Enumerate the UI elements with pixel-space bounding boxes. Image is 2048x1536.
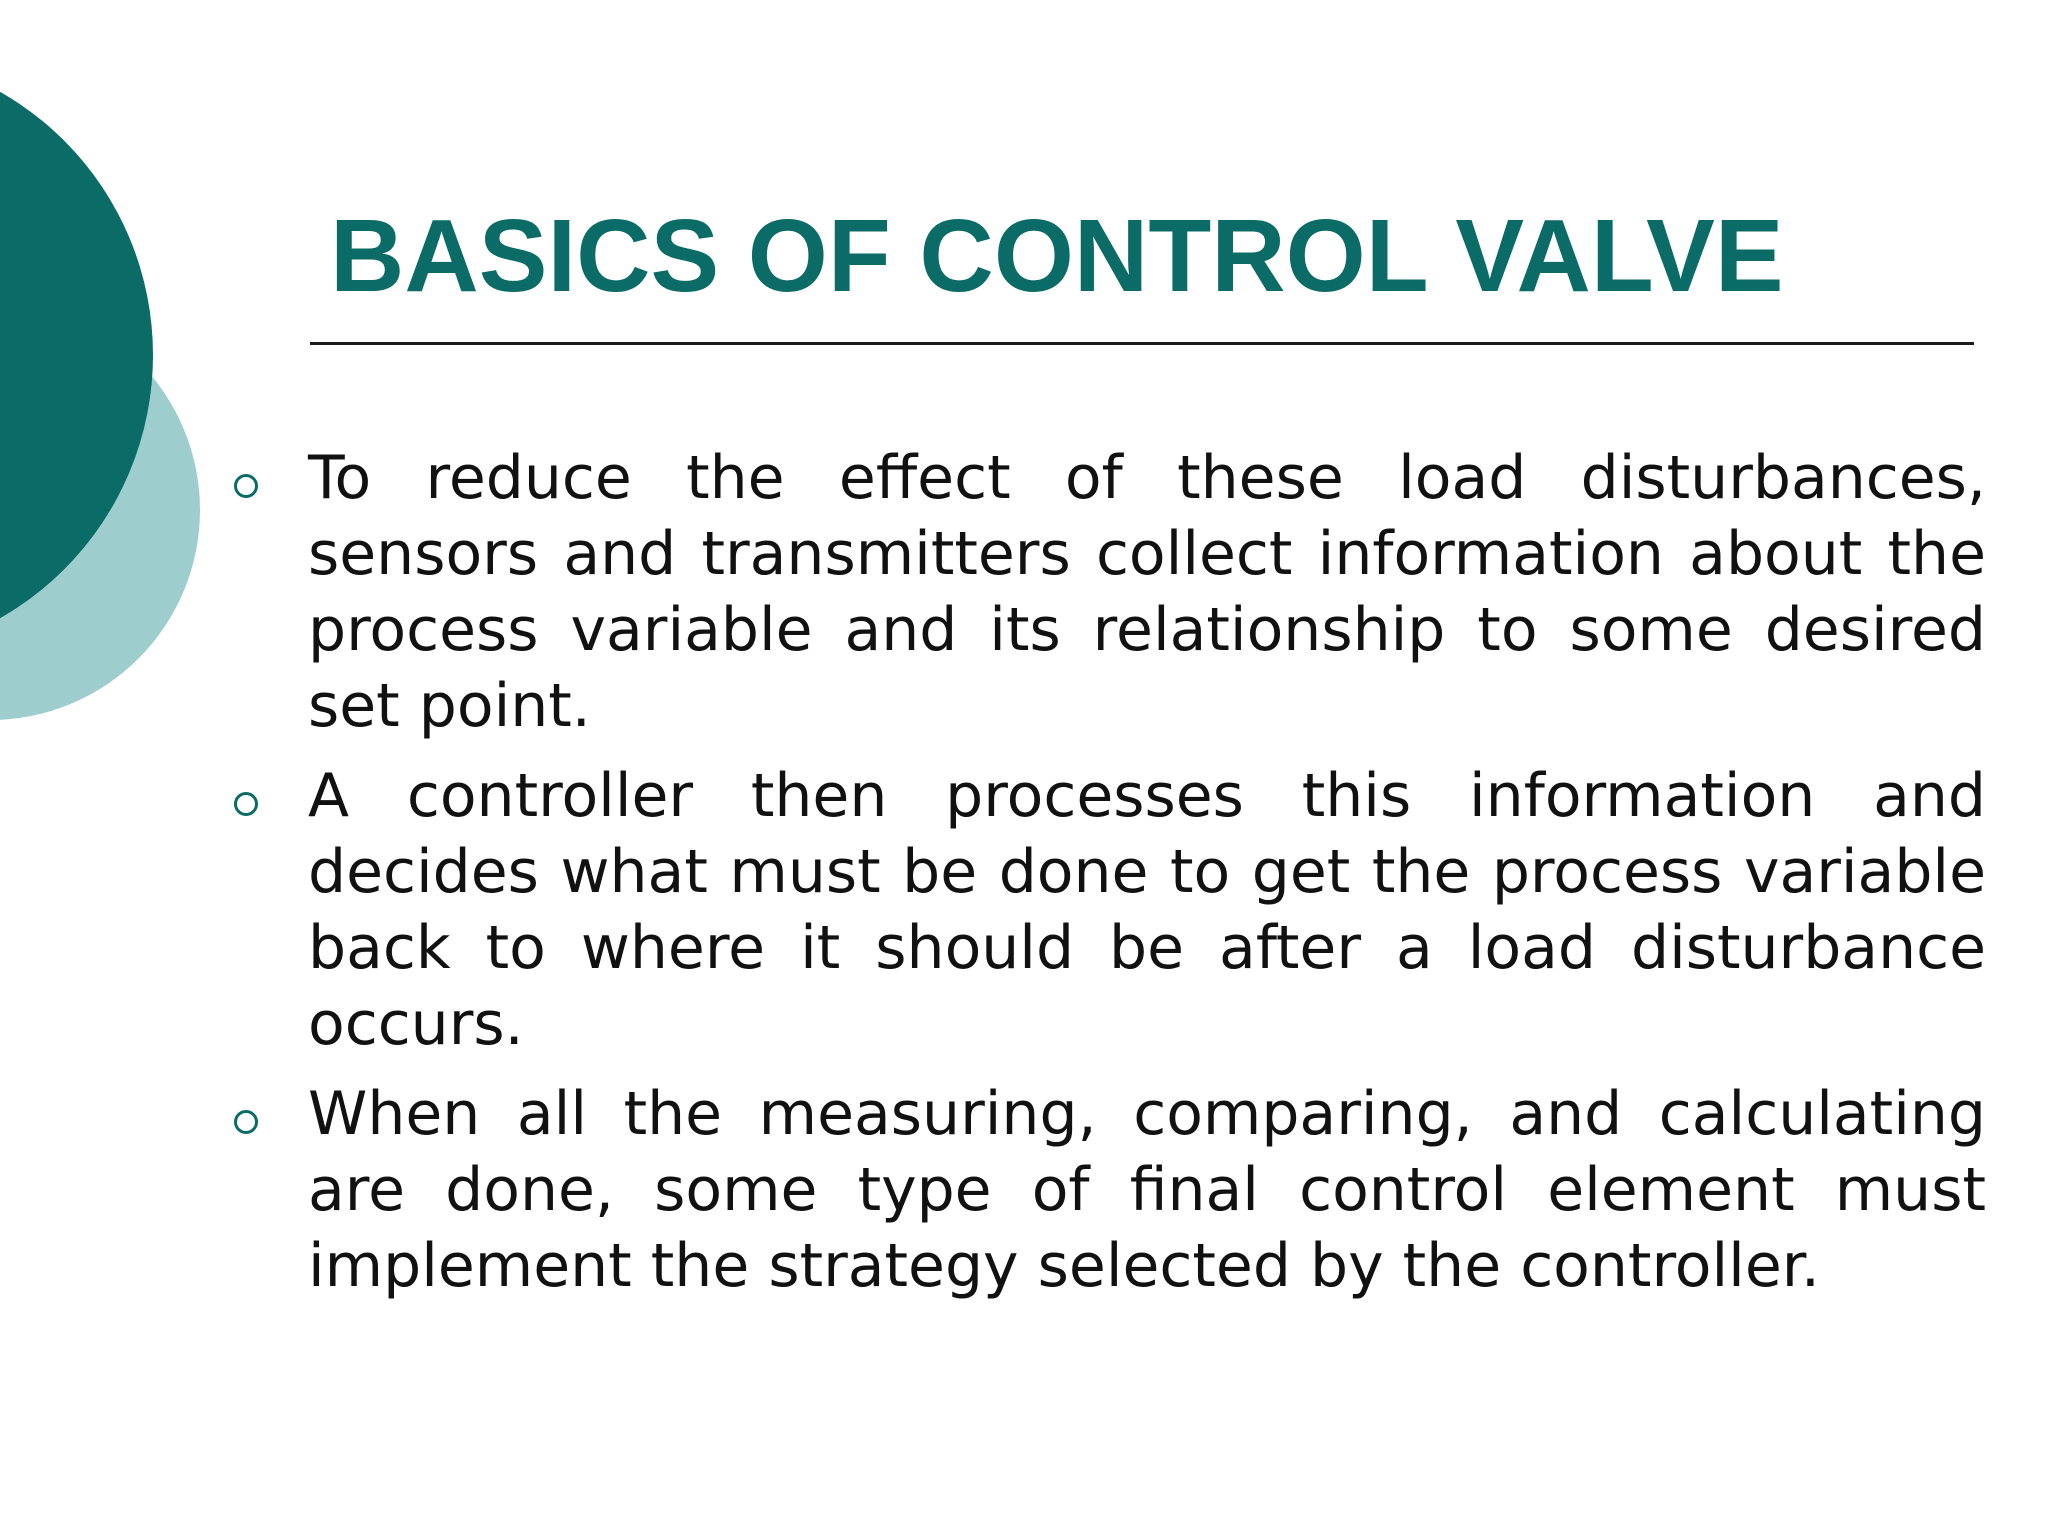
circles-decoration xyxy=(0,0,260,830)
bullet-text: A controller then processes this information and decides what must be done to get the process variable back to where it should be after a load disturbance occurs. xyxy=(308,761,1986,1059)
slide-title: BASICS OF CONTROL VALVE xyxy=(330,198,1784,313)
title-underline xyxy=(310,342,1974,345)
hollow-circle-bullet-icon xyxy=(234,1110,258,1134)
bullet-text: To reduce the effect of these load disturbances, sensors and transmitters collect information about the process variable and its relationship to some desired set point. xyxy=(308,443,1986,741)
bullet-list xyxy=(230,440,1986,1318)
bullet-item xyxy=(230,758,1986,1062)
bullet-text: When all the measuring, comparing, and calculating are done, some type of final control element must implement the strategy selected by the controller. xyxy=(308,1079,1986,1301)
hollow-circle-bullet-icon xyxy=(234,474,258,498)
bullet-item xyxy=(230,440,1986,744)
bullet-item xyxy=(230,1076,1986,1304)
hollow-circle-bullet-icon xyxy=(234,792,258,816)
